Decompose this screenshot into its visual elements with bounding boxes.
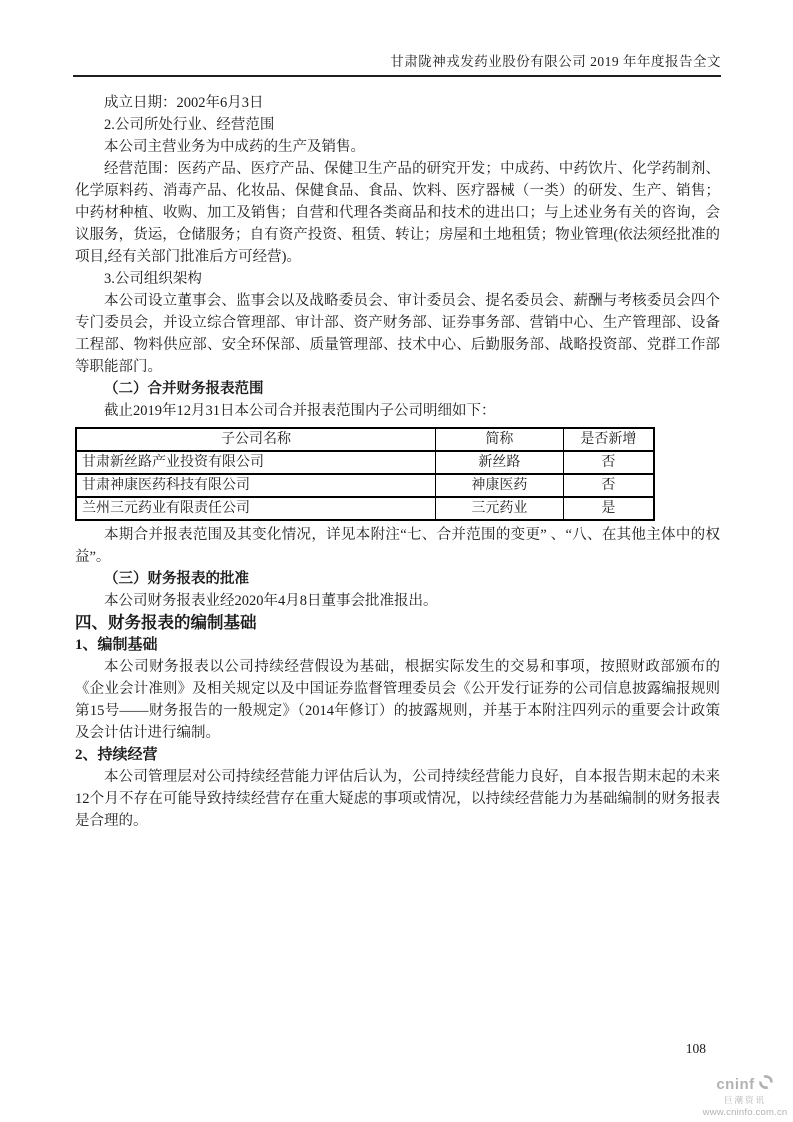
subsidiary-name-cell: 甘肃神康医药科技有限公司 — [76, 474, 436, 497]
short-name-cell: 神康医药 — [436, 474, 564, 497]
cninfo-chinese-name: 巨潮资讯 — [723, 1095, 766, 1105]
subsidiary-name-cell: 兰州三元药业有限责任公司 — [76, 497, 436, 520]
is-new-cell: 否 — [563, 451, 654, 474]
table-note-paragraph: 本期合并报表范围及其变化情况，详见本附注“七、合并范围的变更” 、“八、在其他主体中的权益”。 — [75, 527, 720, 565]
cninfo-brand-text: cninf — [716, 1075, 755, 1093]
section2-heading: （二）合并财务报表范围 — [104, 381, 264, 397]
item2-heading: 2.公司所处行业、经营范围 — [104, 117, 275, 133]
approval-paragraph: 本公司财务报表业经2020年4月8日董事会批准报出。 — [104, 593, 438, 609]
business-scope-paragraph: 经营范围：医药产品、医疗产品、保健卫生产品的研究开发；中成药、中药饮片、化学药制剂、化学原料药、消毒产品、化妆品、保健食品、食品、饮料、医疗器械（一类）的研发、生产、销售；中药材种植、收购、加工及销售；自营和代理各类商品和技术的进出口；与上述业务有关的咨询，会议服务，货运，仓储服务；自有资产投资、租赁、转让；房屋和土地租赁；物业管理(依法须经批准的项目,经有关部门批准后方可经营)。 — [75, 161, 720, 265]
org-structure-paragraph: 本公司设立董事会、监事会以及战略委员会、审计委员会、提名委员会、薪酬与考核委员会四个专门委员会，并设立综合管理部、审计部、资产财务部、证券事务部、营销中心、生产管理部、设备工程部、物料供应部、安全环保部、质量管理部、技术中心、后勤服务部、战略投资部、党群工作部等职能部门。 — [75, 293, 720, 375]
subsidiary-name-cell: 甘肃新丝路产业投资有限公司 — [76, 451, 436, 474]
table-row — [76, 474, 654, 497]
basis-paragraph: 本公司财务报表以公司持续经营假设为基础，根据实际发生的交易和事项，按照财政部颁布的《企业会计准则》及相关规定以及中国证券监督管理委员会《公开发行证券的公司信息披露编报规则第15号——财务报告的一般规定》（2014年修订）的披露规则，并基于本附注四列示的重要会计政策及会计估计进行编制。 — [75, 659, 720, 741]
column-header-short-name: 简称 — [436, 428, 564, 451]
main-business-paragraph: 本公司主营业务为中成药的生产及销售。 — [104, 139, 365, 155]
page-header-title: 甘肃陇神戎发药业股份有限公司 2019 年年度报告全文 — [73, 50, 721, 77]
sub2-heading: 2、持续经营 — [75, 747, 158, 763]
page-number: 108 — [685, 1041, 706, 1056]
document-body — [75, 92, 720, 832]
going-concern-paragraph: 本公司管理层对公司持续经营能力评估后认为，公司持续经营能力良好，自本报告期末起的未来12个月不存在可能导致持续经营存在重大疑虑的事项或情况，以持续经营能力为基础编制的财务报表是合理的。 — [75, 769, 720, 829]
is-new-cell: 是 — [563, 497, 654, 520]
founding-date-line: 成立日期：2002年6月3日 — [104, 95, 264, 111]
section3-heading: （三）财务报表的批准 — [104, 571, 249, 587]
subsidiaries-table — [75, 427, 655, 521]
cninfo-url: www.cninfo.com.cn — [702, 1106, 788, 1118]
chapter4-heading: 四、财务报表的编制基础 — [75, 613, 257, 632]
is-new-cell: 否 — [563, 474, 654, 497]
sub1-heading: 1、编制基础 — [75, 637, 158, 653]
table-row — [76, 451, 654, 474]
cninfo-logo — [699, 1074, 791, 1117]
column-header-subsidiary-name: 子公司名称 — [76, 428, 436, 451]
cninfo-swirl-icon — [755, 1072, 776, 1095]
table-row — [76, 497, 654, 520]
short-name-cell: 三元药业 — [436, 497, 564, 520]
subsidiaries-table-header-row — [76, 428, 654, 451]
short-name-cell: 新丝路 — [436, 451, 564, 474]
column-header-is-new: 是否新增 — [563, 428, 654, 451]
item3-heading: 3.公司组织架构 — [104, 271, 202, 287]
table-intro-line: 截止2019年12月31日本公司合并报表范围内子公司明细如下： — [104, 403, 496, 419]
